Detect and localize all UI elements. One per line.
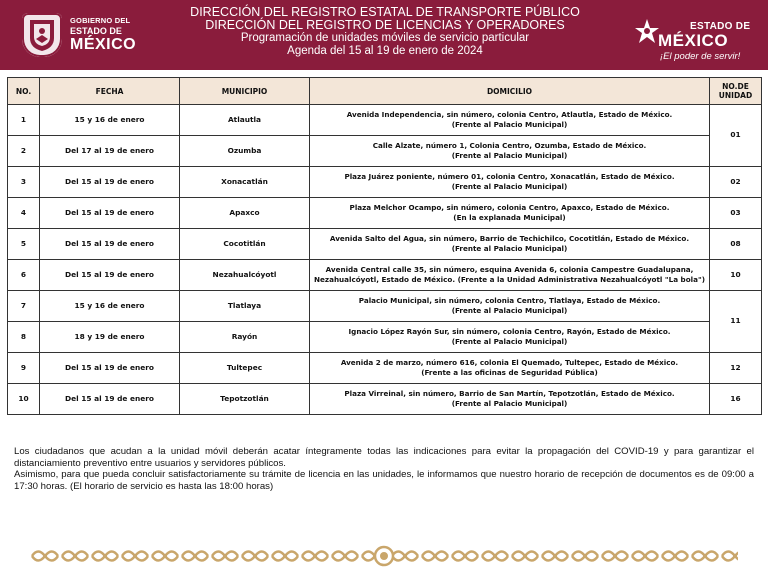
table-row <box>8 291 762 322</box>
header-title <box>170 6 600 58</box>
domicilio-note: (Frente al Palacio Municipal) <box>451 306 568 315</box>
title-line-3: Programación de unidades móviles de servicio particular <box>240 32 530 44</box>
title-line-2: DIRECCIÓN DEL REGISTRO DE LICENCIAS Y OPERADORES <box>205 18 565 32</box>
gov-line3: MÉXICO <box>70 35 137 53</box>
cell-domicilio <box>310 105 710 136</box>
cell-domicilio <box>310 384 710 415</box>
cell-municipio: Nezahualcóyotl <box>180 260 310 291</box>
table-row <box>8 260 762 291</box>
cell-no: 4 <box>8 198 40 229</box>
col-header-fecha: FECHA <box>40 78 180 105</box>
cell-no: 3 <box>8 167 40 198</box>
cell-fecha: Del 15 al 19 de enero <box>40 229 180 260</box>
cell-no: 7 <box>8 291 40 322</box>
table-header-row <box>8 78 762 105</box>
cell-no: 8 <box>8 322 40 353</box>
note-covid: Los ciudadanos que acudan a la unidad móvil deberán acatar íntegramente todas las indicaciones para evitar la propagación del COVID-19 y para garantizar el distanciamiento preventivo entre usuarios y servidores públicos. <box>14 446 754 469</box>
mexico-label: MÉXICO <box>658 31 729 50</box>
gov-line2: ESTADO DE <box>70 25 122 36</box>
cell-domicilio <box>310 136 710 167</box>
cell-fecha: Del 15 al 19 de enero <box>40 384 180 415</box>
slogan: ¡El poder de servir! <box>660 51 741 62</box>
domicilio-line: Avenida Central calle 35, sin número, esquina Avenida 6, colonia Campestre Guadalupana, <box>325 264 694 274</box>
cell-domicilio <box>310 260 710 291</box>
col-header-unidad: NO.DE UNIDAD <box>710 78 762 105</box>
domicilio-note: (Frente al Palacio Municipal) <box>451 151 568 160</box>
domicilio-note: Nezahualcóyotl, Estado de México. (Frente a la Unidad Administrativa Nezahualcóyotl "La bola") <box>314 275 705 284</box>
domicilio-line: Plaza Juárez poniente, número 01, colonia Centro, Xonacatlán, Estado de México. <box>344 171 675 181</box>
cell-fecha: Del 17 al 19 de enero <box>40 136 180 167</box>
domicilio-line: Plaza Virreinal, sin número, Barrio de San Martín, Tepotzotlán, Estado de México. <box>344 388 675 398</box>
cell-domicilio <box>310 353 710 384</box>
cell-no: 5 <box>8 229 40 260</box>
cell-unidad: 02 <box>710 167 762 198</box>
cell-unidad: 12 <box>710 353 762 384</box>
notes-section <box>14 446 754 492</box>
domicilio-line: Calle Alzate, número 1, Colonia Centro, Ozumba, Estado de México. <box>372 140 647 150</box>
domicilio-line: Ignacio López Rayón Sur, sin número, colonia Centro, Rayón, Estado de México. <box>348 326 671 336</box>
state-seal-icon <box>22 13 62 57</box>
cell-municipio: Xonacatlán <box>180 167 310 198</box>
title-line-4: Agenda del 15 al 19 de enero de 2024 <box>287 45 483 57</box>
gobierno-logo <box>22 8 142 62</box>
cell-domicilio <box>310 167 710 198</box>
cell-fecha: Del 15 al 19 de enero <box>40 353 180 384</box>
cell-unidad: 10 <box>710 260 762 291</box>
cell-municipio: Tepotzotlán <box>180 384 310 415</box>
cell-unidad: 11 <box>710 291 762 353</box>
table-row <box>8 353 762 384</box>
cell-fecha: Del 15 al 19 de enero <box>40 260 180 291</box>
cell-unidad: 16 <box>710 384 762 415</box>
domicilio-note: (Frente al Palacio Municipal) <box>451 182 568 191</box>
cell-no: 9 <box>8 353 40 384</box>
table-row <box>8 136 762 167</box>
domicilio-note: (Frente al Palacio Municipal) <box>451 244 568 253</box>
estado-de-label: ESTADO DE <box>690 21 751 32</box>
domicilio-line: Palacio Municipal, sin número, colonia Centro, Tlatlaya, Estado de México. <box>358 295 661 305</box>
cell-domicilio <box>310 198 710 229</box>
cell-unidad: 03 <box>710 198 762 229</box>
domicilio-line: Plaza Melchor Ocampo, sin número, colonia Centro, Apaxco, Estado de México. <box>349 202 670 212</box>
cell-domicilio <box>310 322 710 353</box>
cell-fecha: 15 y 16 de enero <box>40 291 180 322</box>
cell-municipio: Cocotitlán <box>180 229 310 260</box>
agenda-table <box>7 77 762 415</box>
domicilio-note: (Frente al Palacio Municipal) <box>451 120 568 129</box>
title-line-1: DIRECCIÓN DEL REGISTRO ESTATAL DE TRANSPORTE PÚBLICO <box>190 5 580 19</box>
cell-fecha: Del 15 al 19 de enero <box>40 167 180 198</box>
cell-municipio: Tultepec <box>180 353 310 384</box>
col-header-domicilio: DOMICILIO <box>310 78 710 105</box>
col-header-no: NO. <box>8 78 40 105</box>
decorative-border-icon <box>30 545 738 567</box>
cell-no: 2 <box>8 136 40 167</box>
cell-domicilio <box>310 291 710 322</box>
table-row <box>8 167 762 198</box>
cell-fecha: 15 y 16 de enero <box>40 105 180 136</box>
table-row <box>8 198 762 229</box>
cell-no: 10 <box>8 384 40 415</box>
table-row <box>8 105 762 136</box>
cell-unidad: 01 <box>710 105 762 167</box>
estado-mexico-logo <box>632 12 758 62</box>
col-header-municipio: MUNICIPIO <box>180 78 310 105</box>
note-horario: Asimismo, para que pueda concluir satisfactoriamente su trámite de licencia en las unidades, le informamos que nuestro horario de recepción de documentos es de 09:00 a 17:30 horas. (El horario de servicio es hasta las 18:00 horas) <box>14 469 754 492</box>
table-row <box>8 384 762 415</box>
domicilio-note: (Frente a las oficinas de Seguridad Pública) <box>421 368 598 377</box>
domicilio-note: (Frente al Palacio Municipal) <box>451 337 568 346</box>
cell-municipio: Tlatlaya <box>180 291 310 322</box>
table-row <box>8 322 762 353</box>
page-header <box>0 0 768 70</box>
cell-unidad: 08 <box>710 229 762 260</box>
domicilio-line: Avenida Independencia, sin número, colonia Centro, Atlautla, Estado de México. <box>346 109 673 119</box>
cell-no: 1 <box>8 105 40 136</box>
domicilio-line: Avenida 2 de marzo, número 616, colonia El Quemado, Tultepec, Estado de México. <box>340 357 679 367</box>
cell-no: 6 <box>8 260 40 291</box>
gov-line1: GOBIERNO DEL <box>70 16 131 26</box>
cell-fecha: 18 y 19 de enero <box>40 322 180 353</box>
cell-municipio: Apaxco <box>180 198 310 229</box>
cell-fecha: Del 15 al 19 de enero <box>40 198 180 229</box>
cell-municipio: Atlautla <box>180 105 310 136</box>
cell-domicilio <box>310 229 710 260</box>
cell-municipio: Ozumba <box>180 136 310 167</box>
domicilio-note: (En la explanada Municipal) <box>453 213 566 222</box>
domicilio-line: Avenida Salto del Agua, sin número, Barrio de Techichilco, Cocotitlán, Estado de México. <box>329 233 690 243</box>
cell-municipio: Rayón <box>180 322 310 353</box>
table-row <box>8 229 762 260</box>
domicilio-note: (Frente al Palacio Municipal) <box>451 399 568 408</box>
